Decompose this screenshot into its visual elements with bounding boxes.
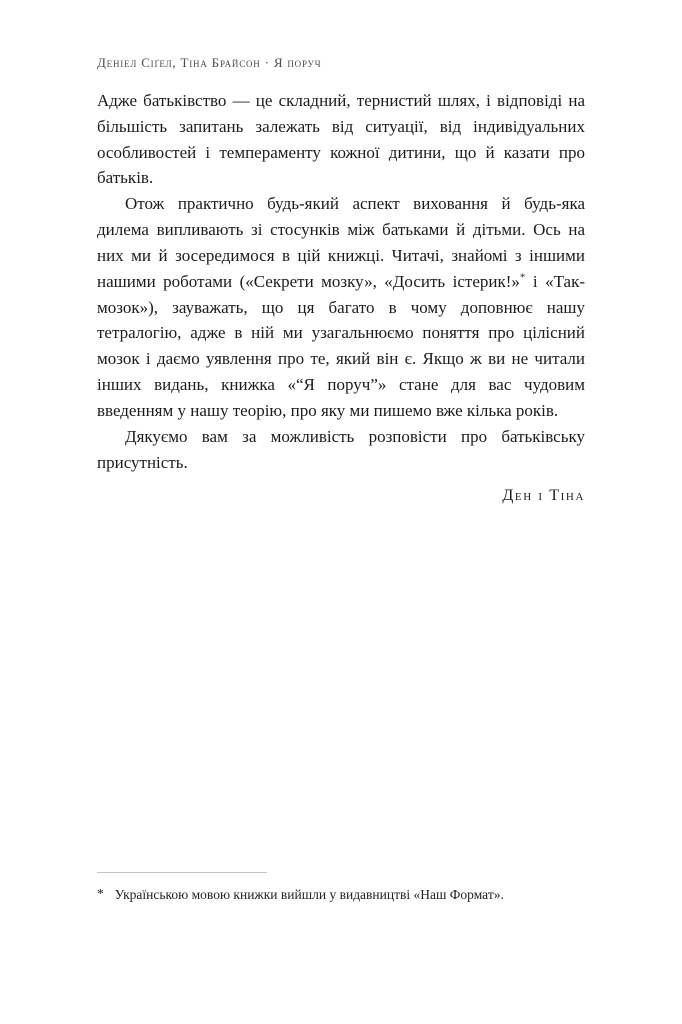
footnote-text: Українською мовою книжки вийшли у видавництві «Наш Формат». [114, 887, 504, 902]
running-header: Деніел Сіґел, Тіна Брайсон · Я поруч [97, 55, 322, 70]
footnote [97, 886, 585, 905]
footnote-reference-marker: * [519, 271, 526, 284]
paragraph: Дякуємо вам за можливість розповісти про батьківську присутність. [97, 426, 585, 472]
paragraph: Адже батьківство — це складний, тернистий шлях, і відповіді на більшість запитань залежать від ситуації, від індивідуальних особливостей і темпераменту кожної дитини, що й казати про батьків. [97, 91, 585, 188]
paragraph-text: Отож практично будь-який аспект виховання й будь-яка дилема випливають зі стосунків між батьками й дітьми. Ось на них ми й зосередимося в цій книжці. Читачі, знайомі з іншими нашими роботами («Секрети мозку», «Досить істерик!» [97, 194, 585, 291]
signature: Ден і Тіна [502, 487, 585, 505]
footnote-area [97, 872, 585, 905]
footnote-marker: * [97, 886, 104, 901]
page-content [97, 55, 585, 509]
paragraph-text: і «Так-мозок»), зауважать, що ця багато в чому доповнює нашу тетралогію, адже в ній ми узагальнюємо поняття про цілісний мозок і даємо уявлення про те, який він є. Якщо ж ви не читали інших видань, книжка «“Я поруч”» стане для вас чудовим введенням у нашу теорію, про яку ми пишемо вже кілька років. [97, 271, 585, 420]
page-body [97, 88, 585, 509]
paragraph [97, 191, 585, 423]
footnote-rule [97, 872, 267, 873]
